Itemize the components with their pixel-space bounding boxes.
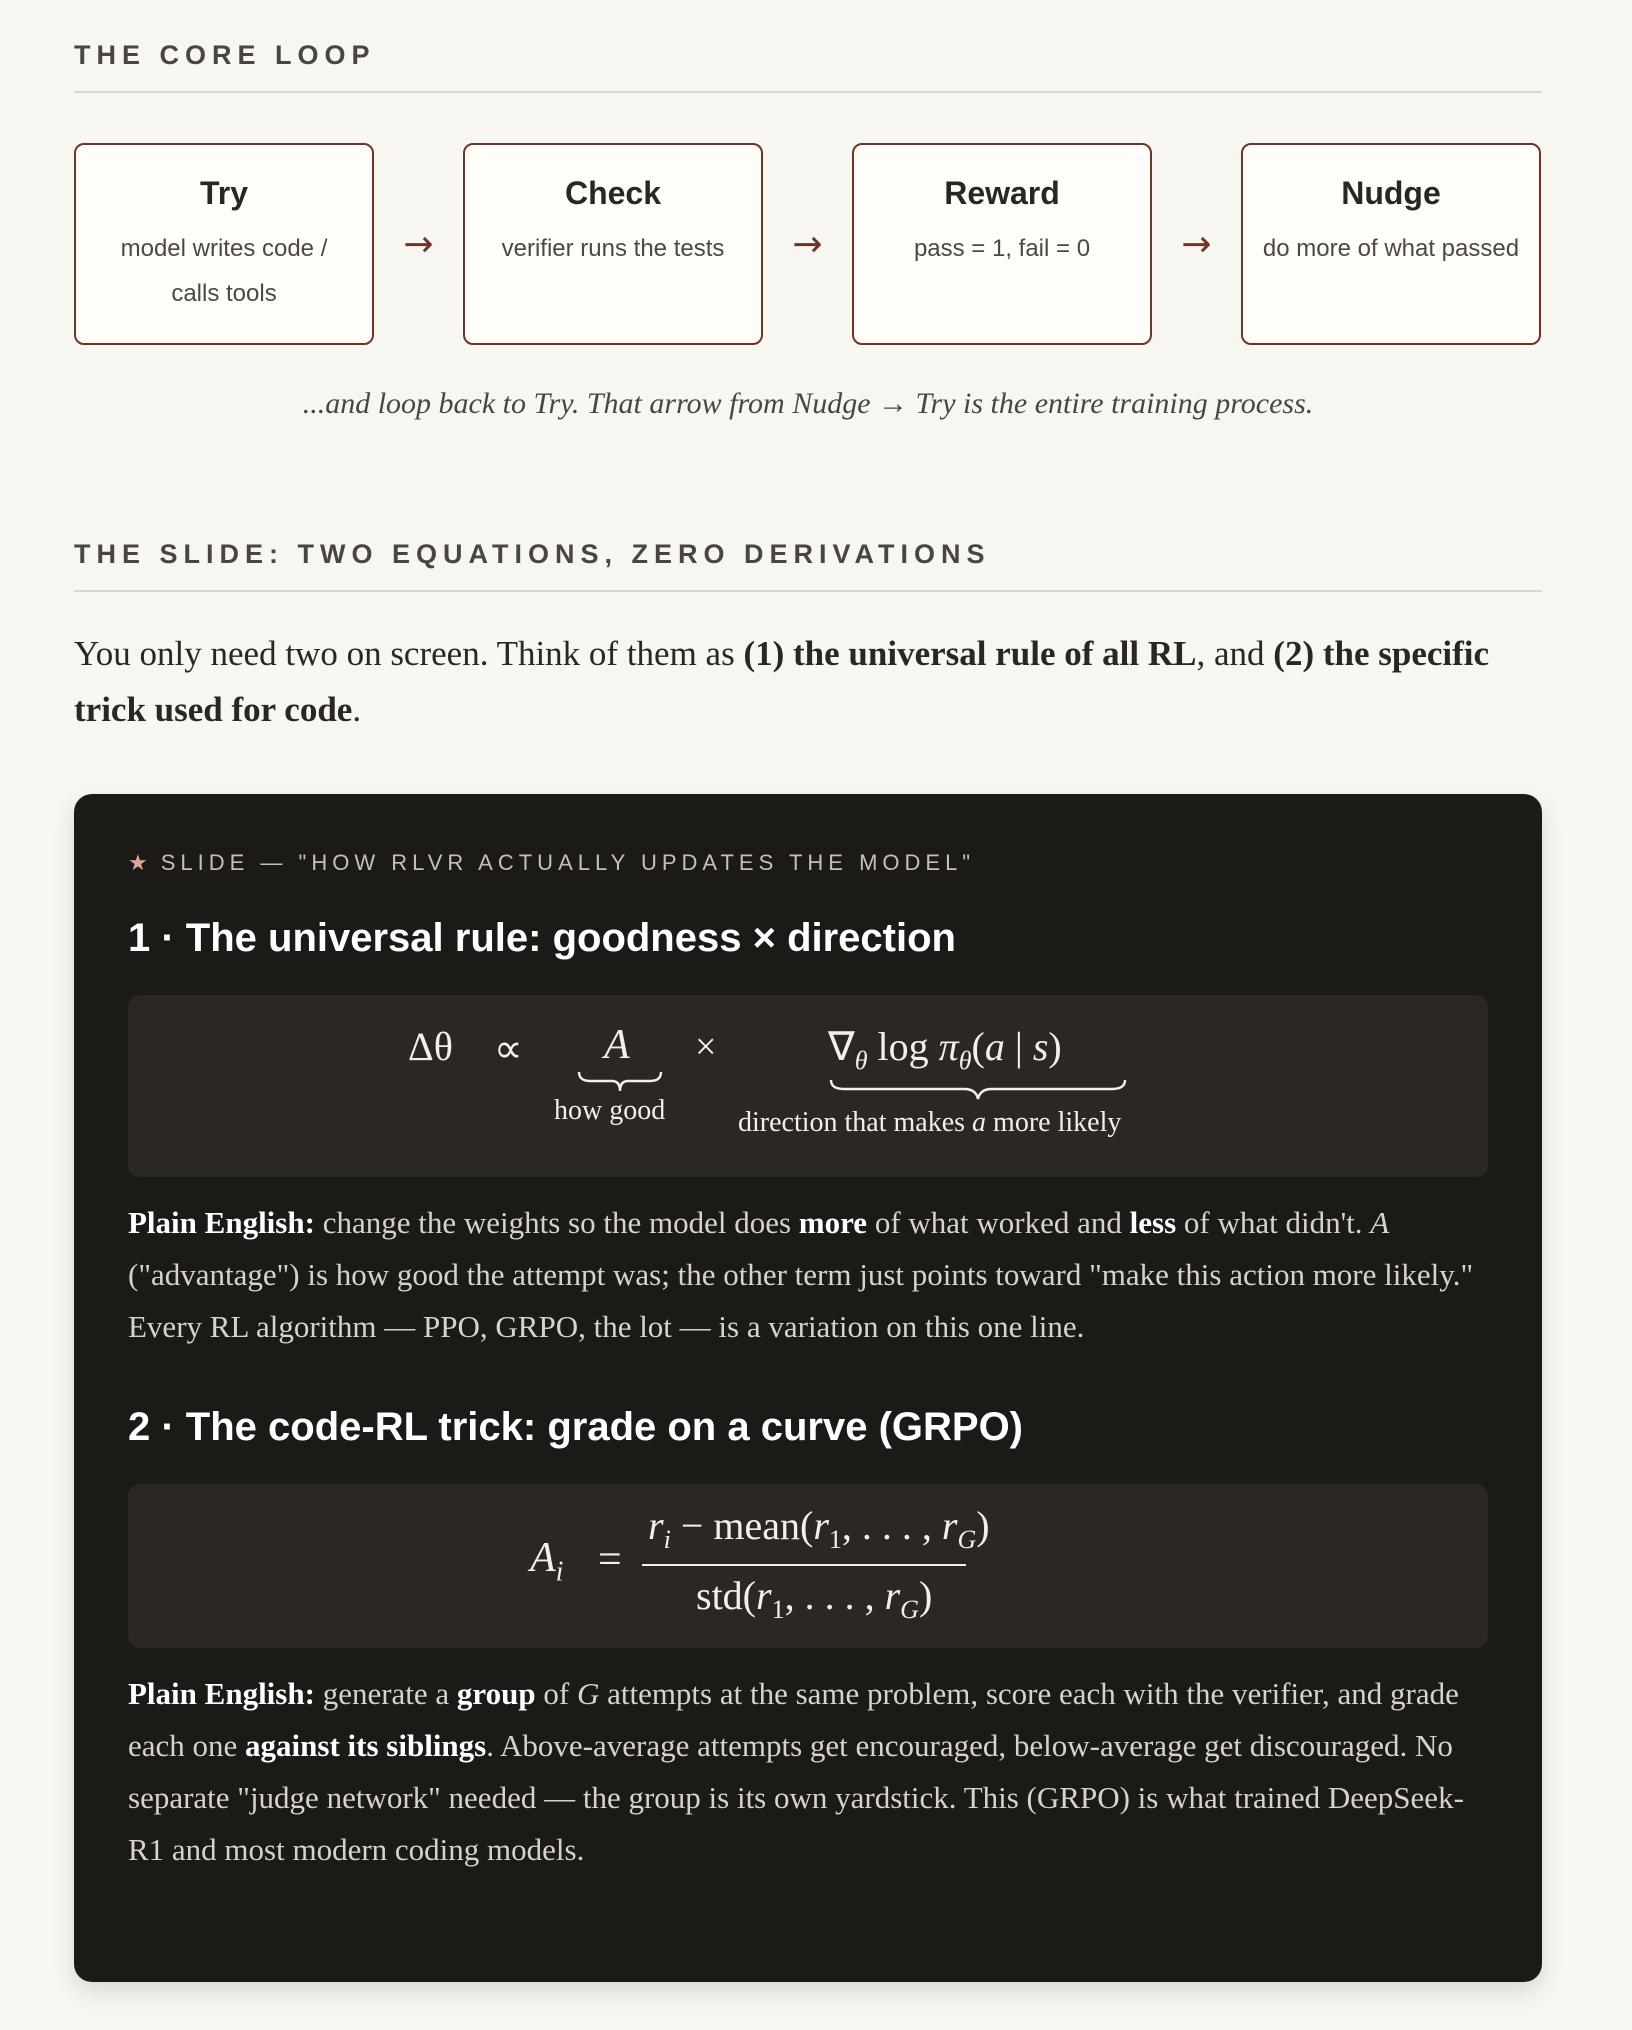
plain-bold: more [798, 1205, 868, 1240]
loop-caption: ...and loop back to Try. That arrow from Nudge → Try is the entire training process. [302, 387, 1314, 420]
equation-2-heading: 2 · The code-RL trick: grade on a curve (GRPO) [128, 1405, 1023, 1449]
intro-text: You only need two on screen. Think of them as [74, 634, 744, 673]
underbrace-icon [828, 1077, 1128, 1103]
paren: ) [976, 1503, 990, 1548]
intro-bold-1: (1) the universal rule of all RL [743, 634, 1197, 673]
plain-bold: against its siblings [245, 1728, 487, 1763]
plain-italic: G [576, 1676, 600, 1711]
paren: ) [918, 1573, 933, 1618]
dots: , . . . , [784, 1573, 885, 1618]
eq2-equals-symbol: = [598, 1537, 622, 1583]
equation-2-box [128, 1484, 1488, 1648]
intro-paragraph [74, 626, 1542, 738]
plain-text: attempts at the same problem, score each with the verifier, and grade each one [128, 1676, 1459, 1763]
reward-r: r [941, 1503, 958, 1548]
advantage-a: A [530, 1535, 556, 1581]
given-bar: | [1004, 1024, 1033, 1069]
index-g: G [900, 1595, 919, 1624]
dots: , . . . , [841, 1503, 942, 1548]
plain-text: . Above-average attempts get encouraged, below-average get discouraged. No separate "judge network" needed — the group is its own yardstick. This (GRPO) is what trained DeepSeek-R1 and most modern coding models. [128, 1728, 1464, 1867]
plain-text: of what worked and [867, 1205, 1130, 1240]
slide-card [74, 794, 1542, 1982]
index-g: G [957, 1525, 977, 1554]
reward-r: r [648, 1503, 664, 1548]
loop-step-desc: pass = 1, fail = 0 [913, 235, 1091, 262]
index-1: 1 [771, 1595, 785, 1624]
arrow-right-icon: → [1181, 223, 1212, 265]
pi-symbol: π [938, 1024, 959, 1069]
eq1-advantage: A [604, 1022, 630, 1068]
eq1-gradient-term [828, 1023, 1062, 1076]
plain-bold: group [456, 1676, 536, 1711]
arrow-right-icon: → [403, 223, 434, 265]
loop-step-title: Reward [944, 175, 1060, 211]
plain-text: generate a [314, 1676, 457, 1711]
plain-text: of what didn't. [1176, 1205, 1371, 1240]
reward-r: r [884, 1573, 901, 1618]
log-text: log [867, 1024, 939, 1069]
mean-text: − mean( [670, 1503, 814, 1548]
eq1-proportional-symbol: ∝ [494, 1026, 523, 1071]
eq2-denominator [696, 1572, 932, 1625]
loop-step-title: Check [564, 175, 662, 211]
core-loop-diagram [74, 143, 1542, 345]
eq1-delta-theta [408, 1023, 453, 1070]
eq1-times-symbol: × [695, 1026, 717, 1068]
plain-english-lead: Plain English: [128, 1676, 315, 1711]
paren: ) [1048, 1024, 1062, 1069]
plain-english-2 [128, 1668, 1488, 1876]
theta-subscript: θ [854, 1046, 868, 1075]
plain-english-lead: Plain English: [128, 1205, 315, 1240]
equation-1-heading: 1 · The universal rule: goodness × direction [128, 916, 956, 960]
section-heading-core-loop: THE CORE LOOP [74, 40, 1542, 93]
loop-step-title: Nudge [1341, 175, 1441, 211]
loop-step-title: Try [199, 175, 249, 211]
direction-text: direction that makes [738, 1107, 973, 1138]
eq1-label-direction [738, 1107, 1121, 1139]
loop-step-try [74, 143, 374, 345]
index-i: i [555, 1556, 564, 1588]
action-a: a [984, 1024, 1005, 1069]
page [74, 0, 1542, 1982]
state-s: s [1032, 1024, 1049, 1069]
slide-label-text: SLIDE — "HOW RLVR ACTUALLY UPDATES THE MODEL" [160, 850, 976, 875]
action-a: a [972, 1107, 987, 1138]
section-heading-slide: THE SLIDE: TWO EQUATIONS, ZERO DERIVATIONS [74, 539, 1542, 592]
theta-subscript: θ [958, 1046, 972, 1075]
paren: ( [971, 1024, 985, 1069]
eq2-numerator [648, 1502, 990, 1555]
eq1-lhs: Δθ [408, 1024, 453, 1069]
loop-step-desc: do more of what passed [1262, 235, 1520, 262]
intro-text: . [352, 690, 362, 729]
eq2-lhs [530, 1534, 563, 1588]
intro-text: , and [1196, 634, 1274, 673]
plain-italic: A [1370, 1205, 1390, 1240]
plain-text: ("advantage") is how good the attempt was; the other term just points toward "make this action more likely." Every RL algorithm — PPO, GRPO, the lot — is a variation on this one line. [128, 1257, 1474, 1344]
reward-r: r [756, 1573, 772, 1618]
star-icon: ★ [128, 850, 153, 875]
plain-text: change the weights so the model does [314, 1205, 799, 1240]
slide-label [128, 850, 1488, 876]
intro-bold-2: (2) the specific trick used for code [74, 634, 1490, 729]
index-1: 1 [828, 1525, 842, 1554]
direction-text: more likely [986, 1107, 1122, 1138]
plain-bold: less [1129, 1205, 1177, 1240]
equation-1-box [128, 995, 1488, 1177]
reward-r: r [813, 1503, 829, 1548]
eq1-label-how-good: how good [554, 1095, 666, 1126]
std-text: std( [696, 1573, 756, 1618]
arrow-right-icon: → [792, 223, 823, 265]
loop-step-nudge [1241, 143, 1541, 345]
index-i: i [663, 1525, 671, 1554]
plain-text: of [535, 1676, 577, 1711]
fraction-bar [642, 1564, 966, 1566]
gradient-symbol: ∇ [828, 1024, 855, 1069]
loop-step-desc: model writes code / calls tools [120, 235, 328, 307]
loop-step-check [463, 143, 763, 345]
loop-step-desc: verifier runs the tests [501, 235, 725, 262]
underbrace-icon [576, 1069, 664, 1095]
plain-english-1 [128, 1197, 1488, 1353]
loop-step-reward [852, 143, 1152, 345]
